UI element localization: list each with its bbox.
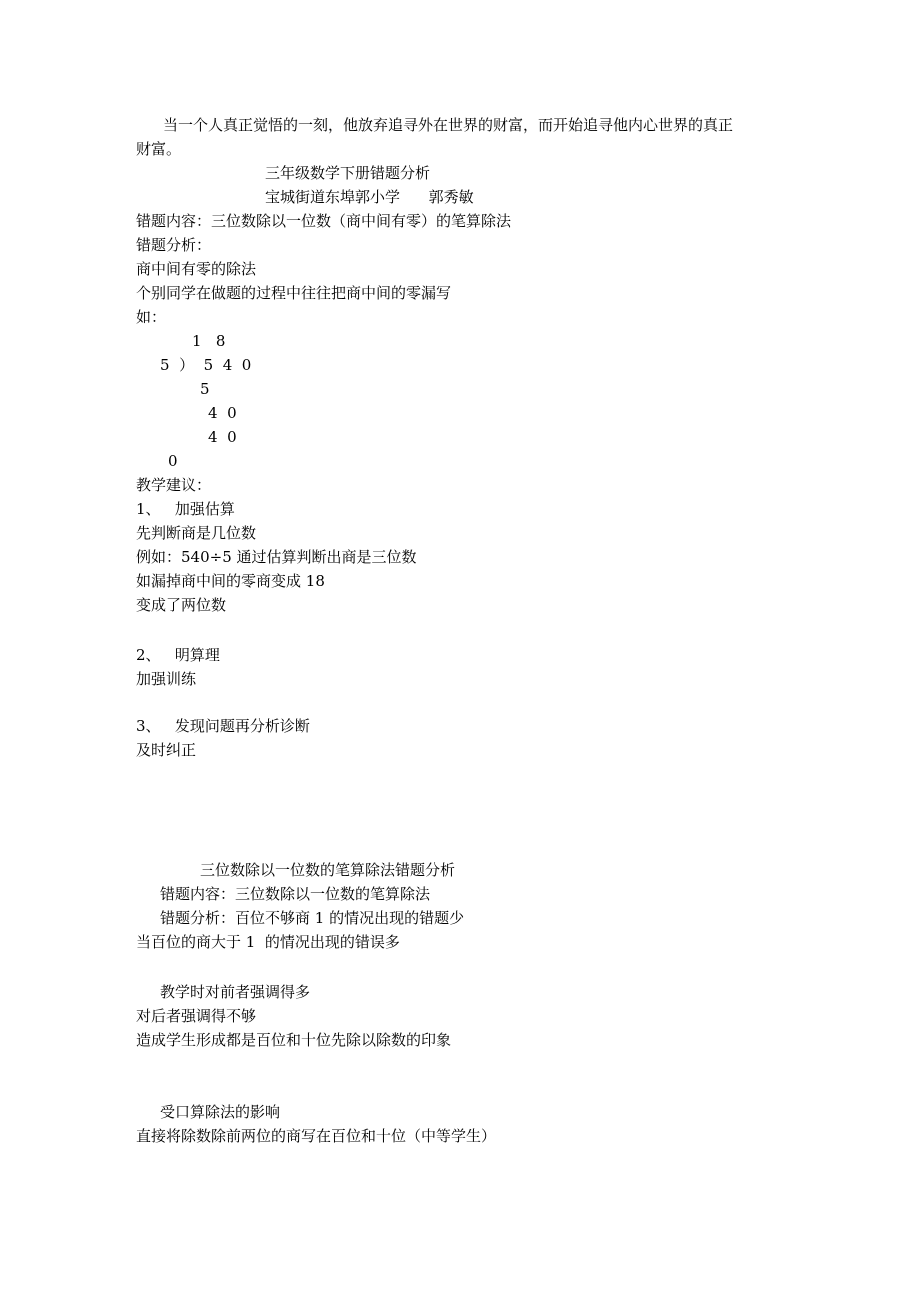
suggestion-1-line-b: 例如：540÷5 通过估算判断出商是三位数 [136, 548, 417, 566]
suggestion-1-title: 1、 加强估算 [136, 500, 235, 518]
section2-teach-1: 教学时对前者强调得多 [160, 983, 311, 1001]
division-remainder: 0 [168, 452, 178, 470]
suggestion-1-line-c: 如漏掉商中间的零商变成 18 [136, 572, 325, 590]
section2-title: 三位数除以一位数的笔算除法错题分析 [200, 861, 456, 879]
section2-analysis-cont: 当百位的商大于 1 的情况出现的错误多 [136, 933, 400, 951]
division-divisor-line: 5 ） 5 4 0 [160, 356, 252, 374]
suggestion-1-line-a: 先判断商是几位数 [136, 524, 257, 542]
section1-title: 三年级数学下册错题分析 [265, 164, 431, 182]
section2-content: 错题内容：三位数除以一位数的笔算除法 [160, 885, 431, 903]
section1-example-label: 如： [136, 308, 167, 326]
intro-line-1: 当一个人真正觉悟的一刻，他放弃追寻外在世界的财富，而开始追寻他内心世界的真正 [163, 116, 734, 134]
section1-analysis-1: 商中间有零的除法 [136, 260, 257, 278]
suggestion-2-title: 2、 明算理 [136, 646, 220, 664]
section1-author: 宝城街道东埠郭小学 郭秀敏 [265, 188, 474, 206]
section2-influence-1: 直接将除数除前两位的商写在百位和十位（中等学生） [136, 1127, 497, 1145]
section2-teach-3: 造成学生形成都是百位和十位先除以除数的印象 [136, 1031, 452, 1049]
suggestion-3-title: 3、 发现问题再分析诊断 [136, 717, 310, 735]
division-step-3: 4 0 [208, 428, 237, 446]
intro-line-2: 财富。 [136, 140, 182, 158]
division-step-1: 5 [200, 380, 210, 398]
section2-teach-2: 对后者强调得不够 [136, 1007, 257, 1025]
suggestion-2-line-a: 加强训练 [136, 670, 197, 688]
division-quotient: 1 8 [192, 332, 226, 350]
suggestion-label: 教学建议： [136, 476, 212, 494]
section2-analysis: 错题分析：百位不够商 1 的情况出现的错题少 [160, 909, 465, 927]
section1-content: 错题内容：三位数除以一位数（商中间有零）的笔算除法 [136, 212, 512, 230]
suggestion-1-line-d: 变成了两位数 [136, 596, 227, 614]
section1-analysis-label: 错题分析： [136, 236, 212, 254]
section1-analysis-2: 个别同学在做题的过程中往往把商中间的零漏写 [136, 284, 452, 302]
suggestion-3-line-a: 及时纠正 [136, 741, 197, 759]
division-step-2: 4 0 [208, 404, 237, 422]
section2-influence-title: 受口算除法的影响 [160, 1103, 281, 1121]
